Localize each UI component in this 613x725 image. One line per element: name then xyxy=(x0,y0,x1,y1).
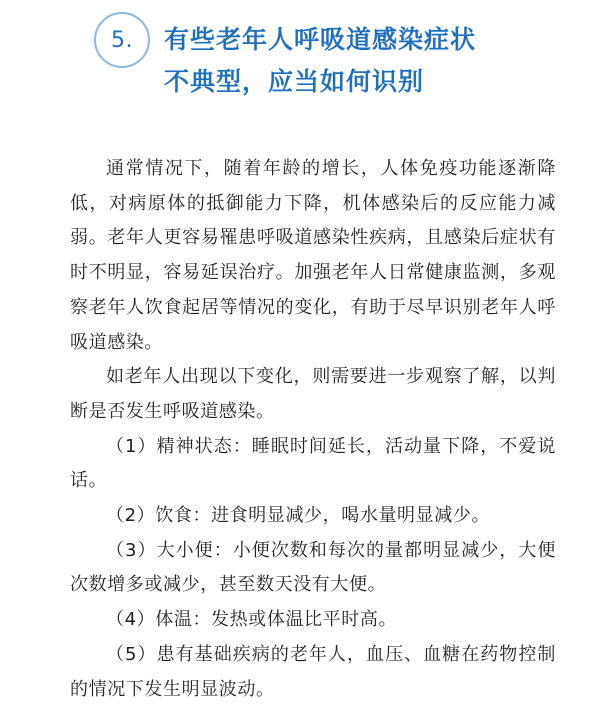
article-body xyxy=(70,152,556,707)
section-title-line-2: 不典型，应当如何识别 xyxy=(164,67,425,96)
section-header xyxy=(0,0,613,100)
paragraph-lead: 如老年人出现以下变化，则需要进一步观察了解，以判断是否发生呼吸道感染。 xyxy=(70,366,556,422)
section-number-badge xyxy=(94,12,150,68)
list-item-chronic-disease: （5）患有基础疾病的老年人，血压、血糖在药物控制的情况下发生明显波动。 xyxy=(70,643,556,700)
list-item-mental-state: （1）精神状态：睡眠时间延长，活动量下降，不爱说话。 xyxy=(70,435,556,492)
list-item-excretion: （3）大小便：小便次数和每次的量都明显减少，大便次数增多或减少，甚至数天没有大便。 xyxy=(70,539,556,596)
list-item-diet: （2）饮食：进食明显减少，喝水量明显减少。 xyxy=(106,505,491,527)
section-number: 5. xyxy=(111,27,133,53)
section-title-line-1: 有些老年人呼吸道感染症状 xyxy=(164,25,477,54)
paragraph-intro: 通常情况下，随着年龄的增长，人体免疫功能逐渐降低，对病原体的抵御能力下降，机体感染后的反应能力减弱。老年人更容易罹患呼吸道感染性疾病，且感染后症状有时不明显，容易延误治疗。加强老年人日常健康监测，多观察老年人饮食起居等情况的变化，有助于尽早识别老年人呼吸道感染。 xyxy=(70,158,556,353)
list-item-temperature: （4）体温：发热或体温比平时高。 xyxy=(106,609,398,631)
